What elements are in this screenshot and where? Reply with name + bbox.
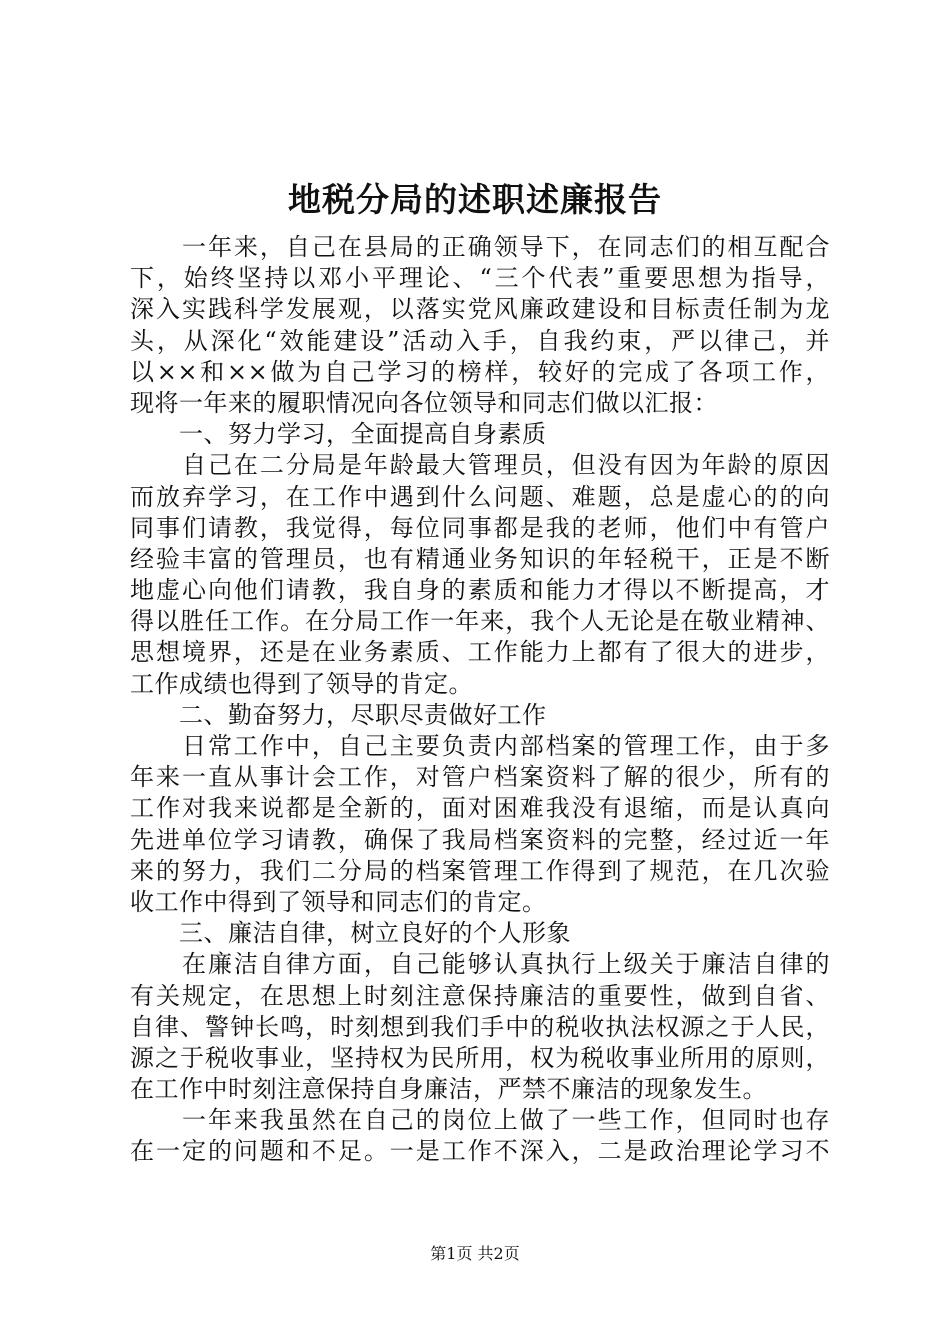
- body-line: 一年来我虽然在自己的岗位上做了一些工作，但同时也存: [130, 1106, 830, 1135]
- body-line: 地虚心向他们请教，我自身的素质和能力才得以不断提高，才: [130, 576, 830, 605]
- body-line: 同事们请教，我觉得，每位同事都是我的老师，他们中有管户: [130, 513, 830, 542]
- body-line: 在工作中时刻注意保持自身廉洁，严禁不廉洁的现象发生。: [130, 1075, 767, 1104]
- body-line: 得以胜任工作。在分局工作一年来，我个人无论是在敬业精神、: [130, 607, 830, 636]
- body-line: 来的努力，我们二分局的档案管理工作得到了规范，在几次验: [130, 856, 830, 885]
- page-footer: 第1页 共2页: [430, 1244, 520, 1263]
- body-line: 头，从深化“效能建设”活动入手，自我约束，严以律己，并: [130, 326, 830, 355]
- body-line: 以××和××做为自己学习的榜样，较好的完成了各项工作，: [130, 357, 830, 386]
- body-line: 源之于税收事业，坚持权为民所用，权为税收事业所用的原则，: [130, 1043, 830, 1072]
- body-line: 在一定的问题和不足。一是工作不深入，二是政治理论学习不: [130, 1137, 830, 1166]
- body-line: 有关规定，在思想上时刻注意保持廉洁的重要性，做到自省、: [130, 981, 830, 1010]
- body-line: 深入实践科学发展观，以落实党风廉政建设和目标责任制为龙: [130, 295, 830, 324]
- body-line: 一、努力学习，全面提高自身素质: [130, 420, 547, 449]
- body-line: 工作成绩也得到了领导的肯定。: [130, 669, 473, 698]
- body-line: 而放弃学习，在工作中遇到什么问题、难题，总是虚心的的向: [130, 482, 830, 511]
- body-line: 年来一直从事计会工作，对管户档案资料了解的很少，所有的: [130, 763, 830, 792]
- document-title: 地税分局的述职述廉报告: [288, 180, 662, 219]
- body-line: 思想境界，还是在业务素质、工作能力上都有了很大的进步，: [130, 638, 830, 667]
- body-line: 先进单位学习请教，确保了我局档案资料的完整，经过近一年: [130, 825, 830, 854]
- body-line: 自己在二分局是年龄最大管理员，但没有因为年龄的原因: [130, 451, 830, 480]
- body-line: 经验丰富的管理员，也有精通业务知识的年轻税干，正是不断: [130, 544, 830, 573]
- body-line: 现将一年来的履职情况向各位领导和同志们做以汇报：: [130, 388, 718, 417]
- document-body: [130, 232, 830, 1168]
- body-line: 日常工作中，自己主要负责内部档案的管理工作，由于多: [130, 732, 830, 760]
- body-line: 二、勤奋努力，尽职尽责做好工作: [130, 700, 547, 729]
- body-line: 在廉洁自律方面，自己能够认真执行上级关于廉洁自律的: [130, 950, 830, 979]
- body-line: 一年来，自己在县局的正确领导下，在同志们的相互配合: [130, 233, 830, 261]
- body-line: 自律、警钟长鸣，时刻想到我们手中的税收执法权源之于人民，: [130, 1012, 830, 1041]
- body-line: 工作对我来说都是全新的，面对困难我没有退缩，而是认真向: [130, 794, 830, 823]
- body-line: 三、廉洁自律，树立良好的个人形象: [130, 919, 571, 948]
- body-line: 下，始终坚持以邓小平理论、“三个代表”重要思想为指导，: [130, 264, 830, 293]
- body-line: 收工作中得到了领导和同志们的肯定。: [130, 887, 547, 916]
